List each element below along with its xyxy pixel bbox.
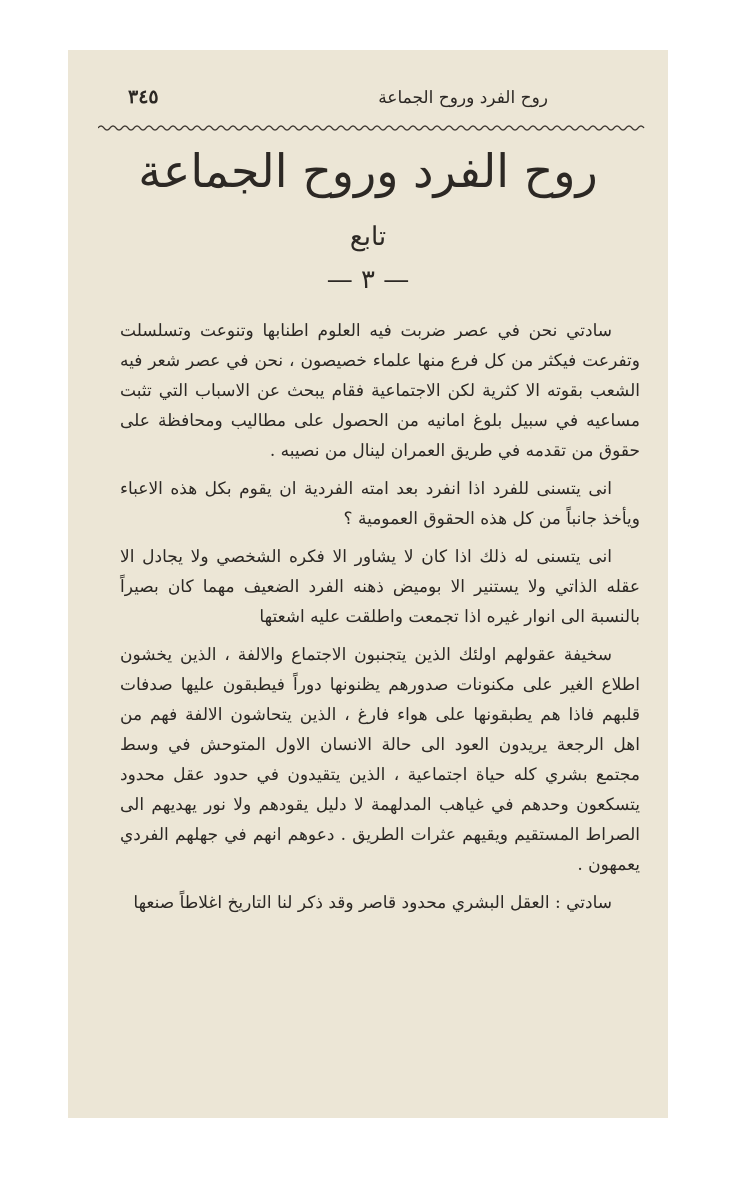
paragraph: انى يتسنى للفرد اذا انفرد بعد امته الفردية ان يقوم بكل هذه الاعباء ويأخذ جانباً من كل هذه الحقوق العمومية ؟: [120, 479, 640, 529]
running-header: [128, 86, 638, 114]
ornamental-rule: [98, 124, 648, 132]
paragraph: انى يتسنى له ذلك اذا كان لا يشاور الا فكره الشخصي ولا يجادل الا عقله الذاتي ولا يستنير الا بوميض ذهنه الفرد الضعيف مهما كان بصيراً بالنسبة الى انوار غيره اذا تجمعت واطلقت عليه اشعتها: [120, 547, 640, 627]
running-title: روح الفرد وروح الجماعة: [378, 88, 548, 108]
article-subtitle: تابع: [349, 222, 387, 252]
paragraph: سادتي نحن في عصر ضربت فيه العلوم اطنابها وتنوعت وتسلسلت وتفرعت فيكثر من كل فرع منها علماء خصيصون ، نحن في عصر شعر فيه الشعب بقوته الا كثرية لكن الاجتماعية فقام يبحث عن الاسباب التي تثبت مساعيه في سبيل بلوغ امانيه من الحصول على مطاليب ومحافظة على حقوق من تقدمه في طريق العمران لينال من نصيبه .: [120, 321, 640, 461]
book-page: [68, 50, 668, 1118]
paragraph: سخيفة عقولهم اولئك الذين يتجنبون الاجتماع والالفة ، الذين يخشون اطلاع الغير على مكنونات صدورهم يظنونها دوراً فيطبقون عليها صدفات قلبهم فاذا هم يطبقونها على هواء فارغ ، الذين يتحاشون الالفة فهم من اهل الرجعة يريدون العود الى حالة الانسان الاول المتوحش في وسط مجتمع بشري كله حياة اجتماعية ، الذين يتقيدون في حدود عقل محدود يتسكعون وحدهم في غياهب المدلهمة لا دليل يقودهم ولا نور يهديهم الى الصراط المستقيم ويقيهم عثرات الطريق . دعوهم انهم في جهلهم الفردي يعمهون .: [120, 645, 640, 875]
section-number: — ٣ —: [326, 265, 410, 295]
article-body: [120, 316, 640, 926]
paragraph: سادتي : العقل البشري محدود قاصر وقد ذكر لنا التاريخ اغلاطاً صنعها: [133, 893, 612, 913]
article-title: روح الفرد وروح الجماعة: [138, 144, 598, 198]
page-number: ٣٤٥: [128, 86, 159, 108]
